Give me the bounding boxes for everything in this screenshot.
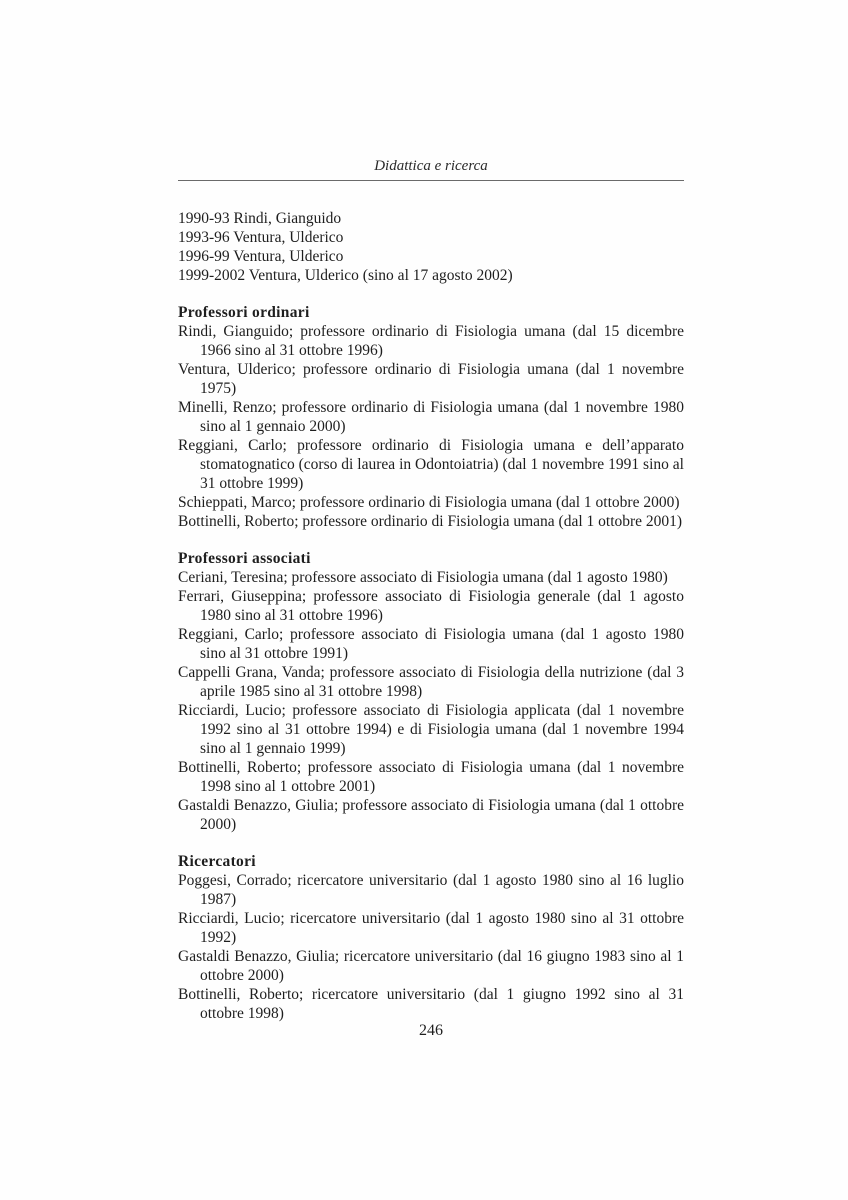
entry: Bottinelli, Roberto; professore ordinario di Fisiologia umana (dal 1 ottobre 2001) [178,513,683,530]
entry: Poggesi, Corrado; ricercatore universitario (dal 1 agosto 1980 sino al 16 luglio 1987) [178,872,684,908]
term-line: 1990-93 Rindi, Gianguido [178,210,342,227]
entry: Cappelli Grana, Vanda; professore associato di Fisiologia della nutrizione (dal 3 aprile 1985 sino al 31 ottobre 1998) [178,664,684,700]
entry: Ceriani, Teresina; professore associato di Fisiologia umana (dal 1 agosto 1980) [178,569,668,586]
entry: Ventura, Ulderico; professore ordinario di Fisiologia umana (dal 1 novembre 1975) [178,361,684,397]
sections [178,303,684,1023]
entry: Gastaldi Benazzo, Giulia; professore associato di Fisiologia umana (dal 1 ottobre 2000) [178,797,684,833]
section-heading: Professori ordinari [178,304,310,321]
entry: Ricciardi, Lucio; ricercatore universitario (dal 1 agosto 1980 sino al 31 ottobre 1992) [178,910,684,946]
entry: Ricciardi, Lucio; professore associato di Fisiologia applicata (dal 1 novembre 1992 sino al 31 ottobre 1994) e di Fisiologia umana (dal 1 novembre 1994 sino al 1 gennaio 1999) [178,702,684,757]
entry: Minelli, Renzo; professore ordinario di Fisiologia umana (dal 1 novembre 1980 sino al 1 gennaio 2000) [178,399,684,435]
term-line: 1996-99 Ventura, Ulderico [178,248,344,265]
text-block [178,209,684,1023]
header-rule [178,180,684,181]
term-line: 1993-96 Ventura, Ulderico [178,229,344,246]
section-heading: Ricercatori [178,853,256,870]
running-header: Didattica e ricerca [374,158,488,174]
entry: Ferrari, Giuseppina; professore associato di Fisiologia generale (dal 1 agosto 1980 sino al 31 ottobre 1996) [178,588,684,624]
entry-list [178,871,684,1023]
section [178,852,684,1023]
entry: Reggiani, Carlo; professore ordinario di Fisiologia umana e dell’apparato stomatognatico (corso di laurea in Odontoiatria) (dal 1 novembre 1991 sino al 31 ottobre 1999) [178,437,684,492]
entry-list [178,322,684,531]
entry: Bottinelli, Roberto; professore associato di Fisiologia umana (dal 1 novembre 1998 sino al 1 ottobre 2001) [178,759,684,795]
term-list [178,209,684,285]
entry: Gastaldi Benazzo, Giulia; ricercatore universitario (dal 16 giugno 1983 sino al 1 ottobre 2000) [178,948,684,984]
entry: Rindi, Gianguido; professore ordinario di Fisiologia umana (dal 15 dicembre 1966 sino al 31 ottobre 1996) [178,323,684,359]
section [178,303,684,531]
section [178,549,684,834]
entry: Schieppati, Marco; professore ordinario di Fisiologia umana (dal 1 ottobre 2000) [178,494,680,511]
term-line: 1999-2002 Ventura, Ulderico (sino al 17 agosto 2002) [178,267,513,284]
section-heading: Professori associati [178,550,311,567]
entry-list [178,568,684,834]
entry: Bottinelli, Roberto; ricercatore universitario (dal 1 giugno 1992 sino al 31 ottobre 1998) [178,986,684,1022]
entry: Reggiani, Carlo; professore associato di Fisiologia umana (dal 1 agosto 1980 sino al 31 ottobre 1991) [178,626,684,662]
page-number: 246 [419,1022,443,1039]
